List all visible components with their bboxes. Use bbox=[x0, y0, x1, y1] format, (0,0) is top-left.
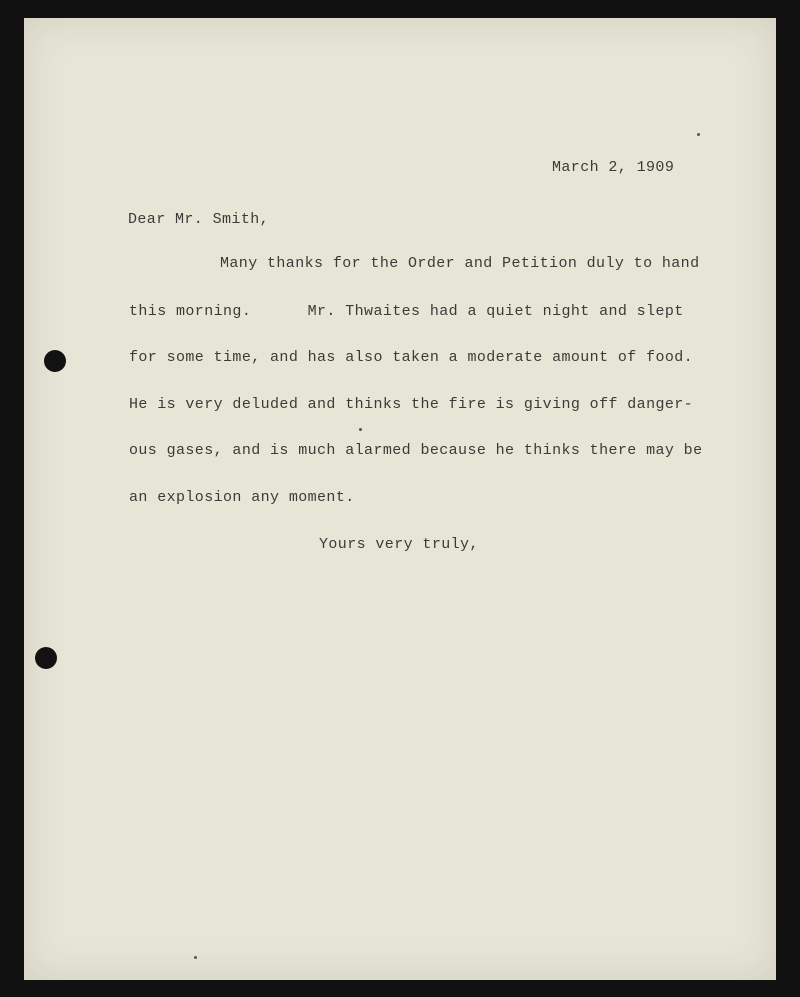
punch-hole bbox=[44, 350, 66, 372]
paper-speck bbox=[359, 428, 362, 431]
paper-speck bbox=[697, 133, 700, 136]
salutation: Dear Mr. Smith, bbox=[128, 211, 270, 228]
body-line: an explosion any moment. bbox=[129, 489, 355, 506]
body-line: this morning. Mr. Thwaites had a quiet night and slept bbox=[129, 303, 684, 320]
paper-sheet bbox=[24, 18, 776, 980]
body-line: ous gases, and is much alarmed because he thinks there may be bbox=[129, 442, 703, 459]
closing: Yours very truly, bbox=[319, 536, 479, 553]
punch-hole bbox=[35, 647, 57, 669]
body-line: for some time, and has also taken a moderate amount of food. bbox=[129, 349, 694, 366]
body-line: Many thanks for the Order and Petition duly to hand bbox=[220, 255, 700, 272]
letter-date: March 2, 1909 bbox=[552, 159, 675, 176]
body-line: He is very deluded and thinks the fire is giving off danger- bbox=[129, 396, 694, 413]
paper-speck bbox=[194, 956, 197, 959]
